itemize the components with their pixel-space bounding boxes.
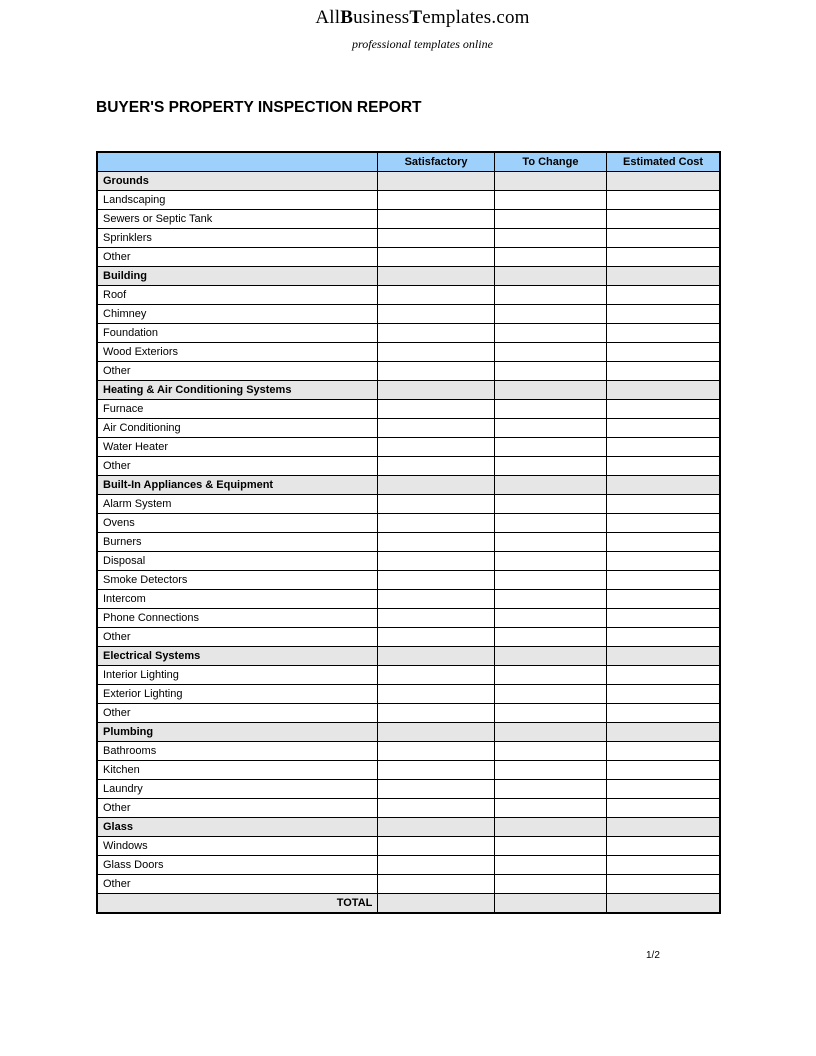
to-change-cell[interactable] [494,799,606,818]
to-change-cell [494,267,606,286]
to-change-cell[interactable] [494,400,606,419]
satisfactory-cell [378,476,494,495]
estimated-cost-cell[interactable] [607,305,720,324]
estimated-cost-cell [607,267,720,286]
item-label: Smoke Detectors [97,571,378,590]
table-row [97,286,720,305]
table-row [97,837,720,856]
estimated-cost-cell[interactable] [607,438,720,457]
to-change-cell[interactable] [494,837,606,856]
to-change-cell[interactable] [494,305,606,324]
estimated-cost-cell [607,476,720,495]
satisfactory-cell[interactable] [378,780,494,799]
estimated-cost-cell[interactable] [607,286,720,305]
satisfactory-cell[interactable] [378,533,494,552]
satisfactory-cell [378,381,494,400]
to-change-cell[interactable] [494,875,606,894]
satisfactory-cell[interactable] [378,495,494,514]
table-row [97,704,720,723]
section-label: Plumbing [97,723,378,742]
satisfactory-cell [378,267,494,286]
section-row [97,172,720,191]
table-body [97,172,720,914]
to-change-cell[interactable] [494,628,606,647]
item-label: Landscaping [97,191,378,210]
section-row [97,818,720,837]
section-label: Grounds [97,172,378,191]
to-change-cell[interactable] [494,533,606,552]
brand-tagline: professional templates online [352,37,493,51]
item-label: Other [97,799,378,818]
item-label: Phone Connections [97,609,378,628]
section-label: Heating & Air Conditioning Systems [97,381,378,400]
estimated-cost-cell [607,381,720,400]
to-change-cell [494,818,606,837]
estimated-cost-cell[interactable] [607,229,720,248]
satisfactory-cell[interactable] [378,362,494,381]
column-header-estimated-cost: Estimated Cost [607,152,720,172]
table-row [97,229,720,248]
table-row [97,343,720,362]
item-label: Sprinklers [97,229,378,248]
to-change-cell[interactable] [494,229,606,248]
satisfactory-cell [378,723,494,742]
item-label: Foundation [97,324,378,343]
satisfactory-cell[interactable] [378,400,494,419]
estimated-cost-cell[interactable] [607,742,720,761]
item-label: Bathrooms [97,742,378,761]
table-row [97,533,720,552]
satisfactory-cell [378,647,494,666]
estimated-cost-cell[interactable] [607,856,720,875]
satisfactory-cell[interactable] [378,210,494,229]
satisfactory-cell [378,172,494,191]
to-change-cell [494,647,606,666]
table-row [97,400,720,419]
to-change-cell[interactable] [494,590,606,609]
total-estimated-cost-cell[interactable] [607,894,720,914]
estimated-cost-cell[interactable] [607,666,720,685]
section-label: Glass [97,818,378,837]
satisfactory-cell[interactable] [378,191,494,210]
item-label: Ovens [97,514,378,533]
item-label: Exterior Lighting [97,685,378,704]
to-change-cell[interactable] [494,495,606,514]
satisfactory-cell[interactable] [378,856,494,875]
to-change-cell[interactable] [494,685,606,704]
to-change-cell[interactable] [494,457,606,476]
column-header-satisfactory: Satisfactory [378,152,494,172]
table-row [97,609,720,628]
estimated-cost-cell[interactable] [607,362,720,381]
item-label: Sewers or Septic Tank [97,210,378,229]
estimated-cost-cell[interactable] [607,343,720,362]
estimated-cost-cell [607,818,720,837]
table-row [97,457,720,476]
table-row [97,856,720,875]
satisfactory-cell[interactable] [378,590,494,609]
section-label: Building [97,267,378,286]
satisfactory-cell[interactable] [378,628,494,647]
estimated-cost-cell[interactable] [607,514,720,533]
table-row [97,210,720,229]
section-row [97,381,720,400]
satisfactory-cell[interactable] [378,875,494,894]
item-label: Other [97,457,378,476]
table-row [97,305,720,324]
to-change-cell[interactable] [494,552,606,571]
estimated-cost-cell[interactable] [607,552,720,571]
section-label: Electrical Systems [97,647,378,666]
estimated-cost-cell[interactable] [607,571,720,590]
to-change-cell[interactable] [494,210,606,229]
table-row [97,590,720,609]
table-row [97,799,720,818]
satisfactory-cell[interactable] [378,685,494,704]
inspection-table [96,151,721,914]
column-header-item [97,152,378,172]
to-change-cell[interactable] [494,286,606,305]
to-change-cell[interactable] [494,666,606,685]
table-header-row [97,152,720,172]
estimated-cost-cell [607,647,720,666]
estimated-cost-cell[interactable] [607,875,720,894]
satisfactory-cell[interactable] [378,438,494,457]
table-row [97,761,720,780]
estimated-cost-cell[interactable] [607,419,720,438]
to-change-cell[interactable] [494,191,606,210]
item-label: Alarm System [97,495,378,514]
table-row [97,742,720,761]
to-change-cell [494,476,606,495]
item-label: Other [97,362,378,381]
to-change-cell[interactable] [494,742,606,761]
table-row [97,248,720,267]
page-title: BUYER'S PROPERTY INSPECTION REPORT [96,99,422,116]
estimated-cost-cell[interactable] [607,628,720,647]
to-change-cell[interactable] [494,609,606,628]
estimated-cost-cell[interactable] [607,590,720,609]
satisfactory-cell[interactable] [378,761,494,780]
satisfactory-cell[interactable] [378,343,494,362]
item-label: Laundry [97,780,378,799]
table-row [97,666,720,685]
table-row [97,552,720,571]
estimated-cost-cell[interactable] [607,837,720,856]
table-row [97,514,720,533]
to-change-cell[interactable] [494,704,606,723]
total-label: TOTAL [97,894,378,914]
estimated-cost-cell[interactable] [607,400,720,419]
item-label: Windows [97,837,378,856]
item-label: Roof [97,286,378,305]
table-row [97,571,720,590]
satisfactory-cell[interactable] [378,742,494,761]
section-label: Built-In Appliances & Equipment [97,476,378,495]
item-label: Other [97,875,378,894]
total-satisfactory-cell[interactable] [378,894,494,914]
estimated-cost-cell[interactable] [607,704,720,723]
item-label: Intercom [97,590,378,609]
satisfactory-cell[interactable] [378,419,494,438]
item-label: Air Conditioning [97,419,378,438]
table-row [97,495,720,514]
satisfactory-cell[interactable] [378,305,494,324]
table-row [97,628,720,647]
satisfactory-cell[interactable] [378,229,494,248]
to-change-cell [494,172,606,191]
item-label: Other [97,248,378,267]
table-row [97,685,720,704]
estimated-cost-cell[interactable] [607,248,720,267]
estimated-cost-cell[interactable] [607,761,720,780]
estimated-cost-cell[interactable] [607,533,720,552]
total-to-change-cell[interactable] [494,894,606,914]
to-change-cell[interactable] [494,419,606,438]
estimated-cost-cell[interactable] [607,324,720,343]
estimated-cost-cell[interactable] [607,191,720,210]
to-change-cell[interactable] [494,248,606,267]
table-row [97,419,720,438]
estimated-cost-cell [607,723,720,742]
brand-logo: AllBusinessTemplates.com [315,7,530,28]
page-number: 1/2 [646,950,660,961]
estimated-cost-cell[interactable] [607,780,720,799]
total-row [97,894,720,914]
item-label: Burners [97,533,378,552]
satisfactory-cell[interactable] [378,286,494,305]
to-change-cell[interactable] [494,856,606,875]
satisfactory-cell[interactable] [378,799,494,818]
section-row [97,723,720,742]
item-label: Water Heater [97,438,378,457]
item-label: Chimney [97,305,378,324]
to-change-cell [494,381,606,400]
item-label: Other [97,704,378,723]
satisfactory-cell[interactable] [378,609,494,628]
estimated-cost-cell[interactable] [607,799,720,818]
satisfactory-cell[interactable] [378,837,494,856]
item-label: Furnace [97,400,378,419]
table-row [97,191,720,210]
to-change-cell[interactable] [494,761,606,780]
to-change-cell[interactable] [494,362,606,381]
estimated-cost-cell[interactable] [607,495,720,514]
section-row [97,267,720,286]
column-header-to-change: To Change [494,152,606,172]
to-change-cell[interactable] [494,514,606,533]
satisfactory-cell[interactable] [378,704,494,723]
item-label: Interior Lighting [97,666,378,685]
to-change-cell[interactable] [494,438,606,457]
item-label: Glass Doors [97,856,378,875]
satisfactory-cell[interactable] [378,552,494,571]
satisfactory-cell[interactable] [378,571,494,590]
satisfactory-cell[interactable] [378,666,494,685]
estimated-cost-cell [607,172,720,191]
satisfactory-cell [378,818,494,837]
table-row [97,780,720,799]
satisfactory-cell[interactable] [378,248,494,267]
item-label: Kitchen [97,761,378,780]
table-row [97,438,720,457]
table-row [97,362,720,381]
estimated-cost-cell[interactable] [607,210,720,229]
estimated-cost-cell[interactable] [607,457,720,476]
item-label: Disposal [97,552,378,571]
to-change-cell[interactable] [494,571,606,590]
to-change-cell [494,723,606,742]
to-change-cell[interactable] [494,343,606,362]
satisfactory-cell[interactable] [378,514,494,533]
section-row [97,476,720,495]
satisfactory-cell[interactable] [378,324,494,343]
to-change-cell[interactable] [494,780,606,799]
to-change-cell[interactable] [494,324,606,343]
table-row [97,875,720,894]
estimated-cost-cell[interactable] [607,685,720,704]
estimated-cost-cell[interactable] [607,609,720,628]
table-row [97,324,720,343]
item-label: Wood Exteriors [97,343,378,362]
satisfactory-cell[interactable] [378,457,494,476]
section-row [97,647,720,666]
item-label: Other [97,628,378,647]
